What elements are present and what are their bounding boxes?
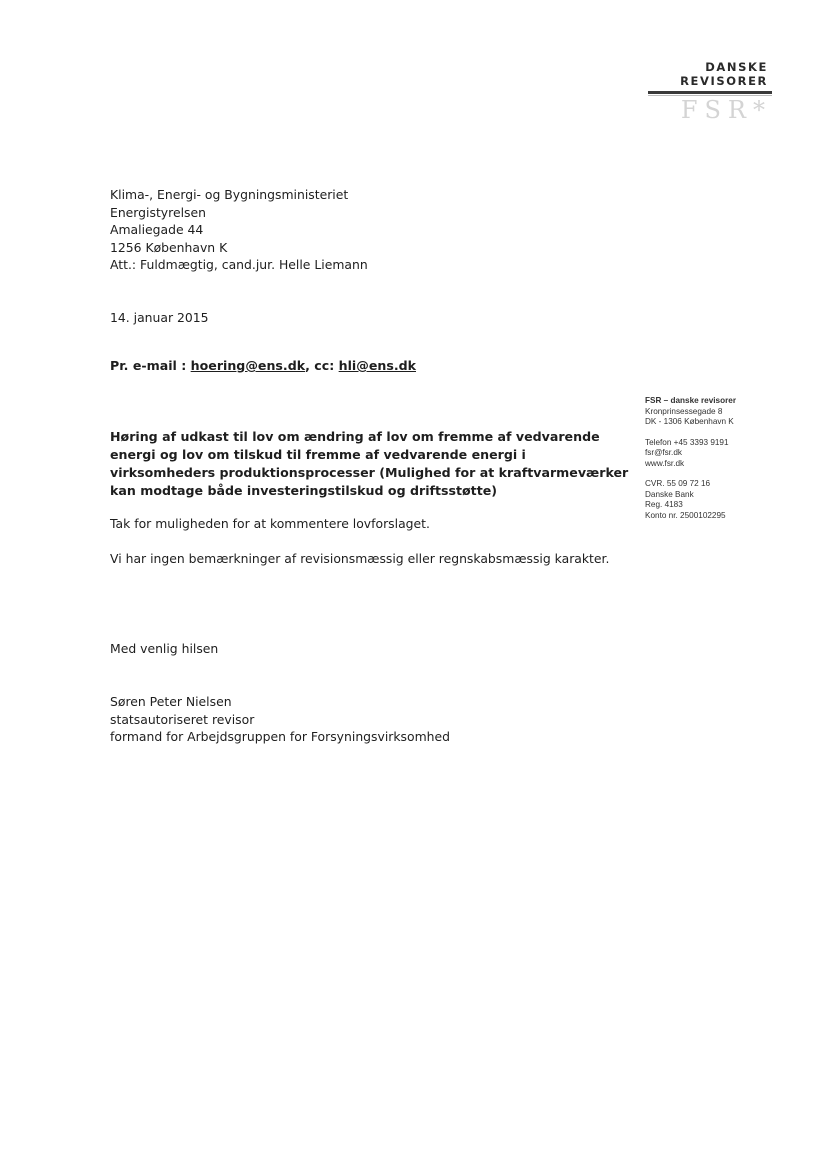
recipient-agency: Energistyrelsen (110, 204, 206, 220)
email-cc-label: , cc: (305, 358, 339, 373)
logo-rule (648, 91, 772, 94)
letter-subject (110, 428, 629, 500)
sender-cvr: CVR. 55 09 72 16 (645, 479, 711, 488)
body-paragraph-remarks: Vi har ingen bemærkninger af revisionsmæssig eller regnskabsmæssig karakter. (110, 551, 610, 566)
sender-email: fsr@fsr.dk (645, 448, 682, 457)
sender-info-column (645, 396, 736, 521)
sender-bank: Danske Bank (645, 489, 694, 499)
subject-line: virksomheders produktionsprocesser (Mulighed for at kraftvarmeværker (110, 465, 629, 480)
signature-role: formand for Arbejdsgruppen for Forsyningsvirksomhed (110, 729, 450, 744)
logo-line-danske: DANSKE (705, 60, 768, 74)
recipient-ministry: Klima-, Energi- og Bygningsministeriet (110, 187, 349, 202)
sender-account: Konto nr. 2500102295 (645, 510, 726, 520)
recipient-attention: Att.: Fuldmægtig, cand.jur. Helle Liemann (110, 257, 368, 272)
subject-line: Høring af udkast til lov om ændring af lov om fremme af vedvarende (110, 429, 600, 444)
body-paragraph-thanks: Tak for muligheden for at kommentere lovforslaget. (110, 516, 430, 531)
sender-name: FSR – danske revisorer (645, 396, 737, 405)
signature-title: statsautoriseret revisor (110, 711, 255, 727)
email-line (110, 358, 416, 373)
email-prefix: Pr. e-mail : (110, 358, 191, 373)
closing-greeting: Med venlig hilsen (110, 641, 219, 656)
logo-fsr-mark: FSR* (680, 96, 772, 124)
sender-web: www.fsr.dk (645, 458, 685, 468)
sender-phone: Telefon +45 3393 9191 (645, 437, 729, 447)
letter-date: 14. januar 2015 (110, 310, 209, 325)
recipient-address (110, 186, 368, 274)
sender-street: Kronprinsessegade 8 (645, 406, 723, 416)
email-primary-link[interactable]: hoering@ens.dk (190, 358, 306, 373)
sender-reg: Reg. 4183 (645, 500, 683, 509)
signature-name: Søren Peter Nielsen (110, 694, 232, 709)
recipient-city: 1256 København K (110, 239, 228, 255)
subject-line: energi og lov om tilskud til fremme af vedvarende energi i (110, 447, 526, 462)
signature-block (110, 693, 450, 746)
subject-line: kan modtage både investeringstilskud og driftsstøtte) (110, 483, 498, 498)
recipient-street: Amaliegade 44 (110, 222, 204, 237)
email-cc-link[interactable]: hli@ens.dk (338, 358, 417, 373)
fsr-logo (644, 58, 772, 122)
logo-line-revisorer: REVISORER (680, 74, 768, 88)
sender-city: DK - 1306 København K (645, 417, 734, 426)
